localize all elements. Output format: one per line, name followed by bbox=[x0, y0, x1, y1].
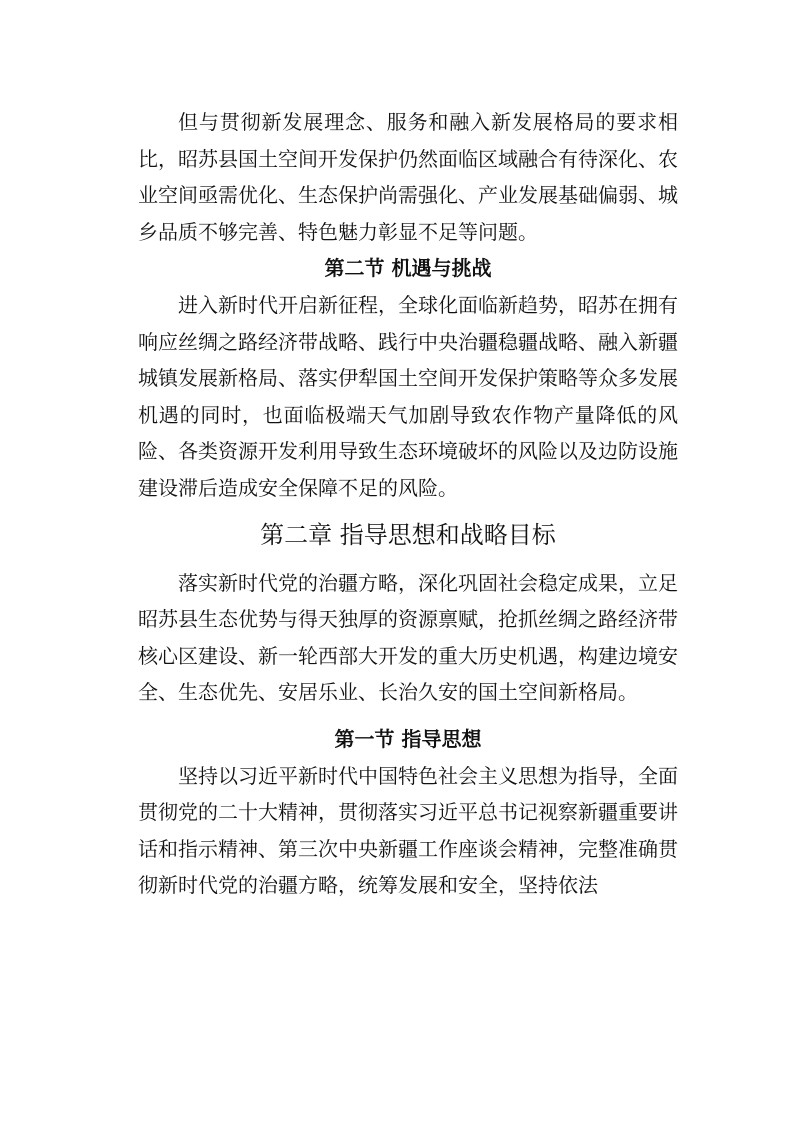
chapter-heading-guiding-strategy: 第二章 指导思想和战略目标 bbox=[260, 520, 556, 549]
paragraph-problems: 但与贯彻新发展理念、服务和融入新发展格局的要求相比，昭苏县国土空间开发保护仍然面临区域融合有待深化、农业空间亟需优化、生态保护尚需强化、产业发展基础偏弱、城乡品质不够完善、特色魅力彰显不足等问题。 bbox=[138, 110, 678, 244]
document-body bbox=[138, 104, 678, 904]
section-heading-guiding-thought: 第一节 指导思想 bbox=[334, 726, 482, 751]
section-heading-opportunities: 第二节 机遇与挑战 bbox=[324, 256, 492, 281]
paragraph-strategy: 落实新时代党的治疆方略，深化巩固社会稳定成果，立足昭苏县生态优势与得天独厚的资源禀赋，抢抓丝绸之路经济带核心区建设、新一轮西部大开发的重大历史机遇，构建边境安全、生态优先、安居乐业、长治久安的国土空间新格局。 bbox=[138, 570, 678, 705]
paragraph-guiding-thought: 坚持以习近平新时代中国特色社会主义思想为指导，全面贯彻党的二十大精神，贯彻落实习近平总书记视察新疆重要讲话和指示精神、第三次中央新疆工作座谈会精神，完整准确贯彻新时代党的治疆方略，统筹发展和安全，坚持依法 bbox=[138, 763, 678, 898]
paragraph-opportunities: 进入新时代开启新征程，全球化面临新趋势，昭苏在拥有响应丝绸之路经济带战略、践行中央治疆稳疆战略、融入新疆城镇发展新格局、落实伊犁国土空间开发保护策略等众多发展机遇的同时，也面临极端天气加剧导致农作物产量降低的风险、各类资源开发利用导致生态环境破坏的风险以及边防设施建设滞后造成安全保障不足的风险。 bbox=[138, 292, 678, 500]
spacer bbox=[138, 711, 678, 721]
